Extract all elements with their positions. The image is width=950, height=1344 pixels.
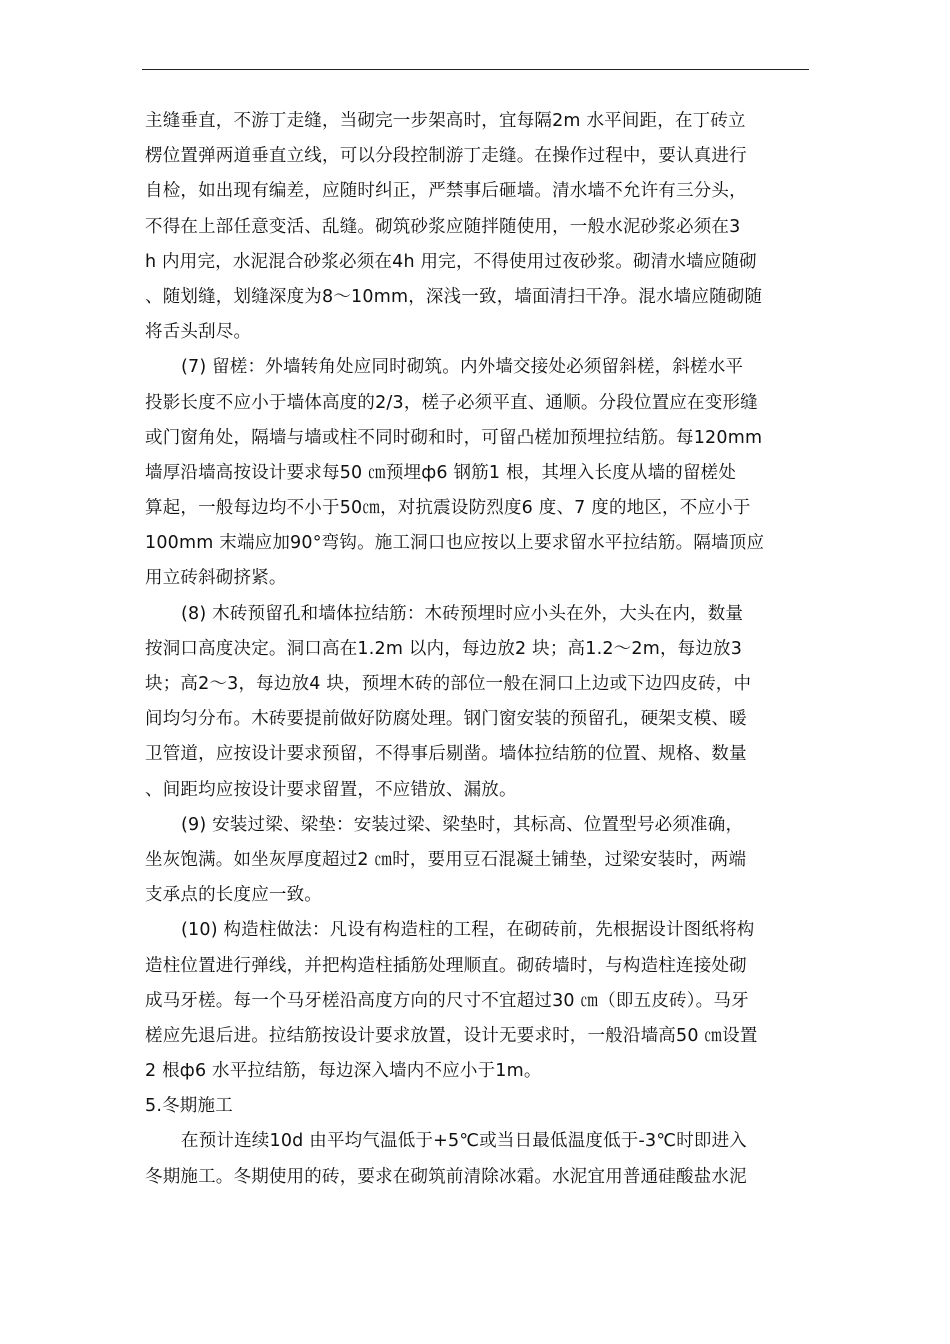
- text-line: 卫管道，应按设计要求预留，不得事后剔凿。墙体拉结筋的位置、规格、数量: [145, 744, 747, 765]
- text-line: 100mm 末端应加90°弯钩。施工洞口也应按以上要求留水平拉结筋。隔墙顶应: [145, 533, 765, 554]
- text-line: 支承点的长度应一致。: [145, 885, 322, 906]
- text-line: 成马牙槎。每一个马牙槎沿高度方向的尺寸不宜超过30 ㎝（即五皮砖）。马牙: [145, 990, 749, 1011]
- text-line: (9) 安装过梁、梁垫：安装过梁、梁垫时，其标高、位置型号必须准确，: [181, 814, 744, 835]
- document-body: [145, 104, 809, 1195]
- text-line: 间均匀分布。木砖要提前做好防腐处理。钢门窗安装的预留孔，硬架支模、暖: [145, 709, 747, 730]
- text-line: 算起，一般每边均不小于50㎝，对抗震设防烈度6 度、7 度的地区，不应小于: [145, 498, 751, 519]
- text-line: 5.冬期施工: [145, 1096, 233, 1117]
- text-line: 不得在上部任意变活、乱缝。砌筑砂浆应随拌随使用，一般水泥砂浆必须在3: [145, 216, 741, 237]
- text-line: 2 根ф6 水平拉结筋，每边深入墙内不应小于1m。: [145, 1061, 542, 1082]
- text-line: 墙厚沿墙高按设计要求每50 ㎝预埋ф6 钢筋1 根，其埋入长度从墙的留槎处: [145, 462, 737, 483]
- text-line: (8) 木砖预留孔和墙体拉结筋：木砖预埋时应小头在外，大头在内，数量: [181, 603, 744, 624]
- text-line: 自检，如出现有编差，应随时纠正，严禁事后砸墙。清水墙不允许有三分头，: [145, 181, 747, 202]
- text-line: 将舌头刮尽。: [145, 322, 252, 343]
- text-line: 在预计连续10d 由平均气温低于+5℃或当日最低温度低于-3℃时即进入: [181, 1131, 747, 1152]
- header-rule: [142, 69, 809, 70]
- text-line: h 内用完，水泥混合砂浆必须在4h 用完，不得使用过夜砂浆。砌清水墙应随砌: [145, 251, 757, 272]
- text-line: 、随划缝，划缝深度为8～10mm，深浅一致，墙面清扫干净。混水墙应随砌随: [145, 286, 763, 307]
- text-line: 用立砖斜砌挤紧。: [145, 568, 287, 589]
- text-line: 投影长度不应小于墙体高度的2/3，槎子必须平直、通顺。分段位置应在变形缝: [145, 392, 758, 413]
- text-line: (7) 留槎：外墙转角处应同时砌筑。内外墙交接处必须留斜槎，斜槎水平: [181, 357, 744, 378]
- text-line: (10) 构造柱做法：凡设有构造柱的工程，在砌砖前，先根据设计图纸将构: [181, 920, 755, 941]
- text-line: 楞位置弹两道垂直立线，可以分段控制游丁走缝。在操作过程中，要认真进行: [145, 146, 747, 167]
- text-line: 造柱位置进行弹线，并把构造柱插筋处理顺直。砌砖墙时，与构造柱连接处砌: [145, 955, 747, 976]
- text-line: 块；高2～3，每边放4 块，预埋木砖的部位一般在洞口上边或下边四皮砖，中: [145, 674, 752, 694]
- text-line: 坐灰饱满。如坐灰厚度超过2 ㎝时，要用豆石混凝土铺垫，过梁安装时，两端: [145, 849, 747, 870]
- text-line: 或门窗角处，隔墙与墙或柱不同时砌和时，可留凸槎加预埋拉结筋。每120mm: [145, 427, 763, 448]
- text-line: 槎应先退后进。拉结筋按设计要求放置，设计无要求时，一般沿墙高50 ㎝设置: [145, 1025, 758, 1046]
- text-line: 、间距均应按设计要求留置，不应错放、漏放。: [145, 779, 517, 800]
- text-line: 冬期施工。冬期使用的砖，要求在砌筑前清除冰霜。水泥宜用普通硅酸盐水泥: [145, 1166, 747, 1187]
- text-line: 按洞口高度决定。洞口高在1.2m 以内，每边放2 块；高1.2～2m，每边放3: [145, 638, 743, 659]
- text-line: 主缝垂直，不游丁走缝，当砌完一步架高时，宜每隔2m 水平间距，在丁砖立: [145, 111, 746, 131]
